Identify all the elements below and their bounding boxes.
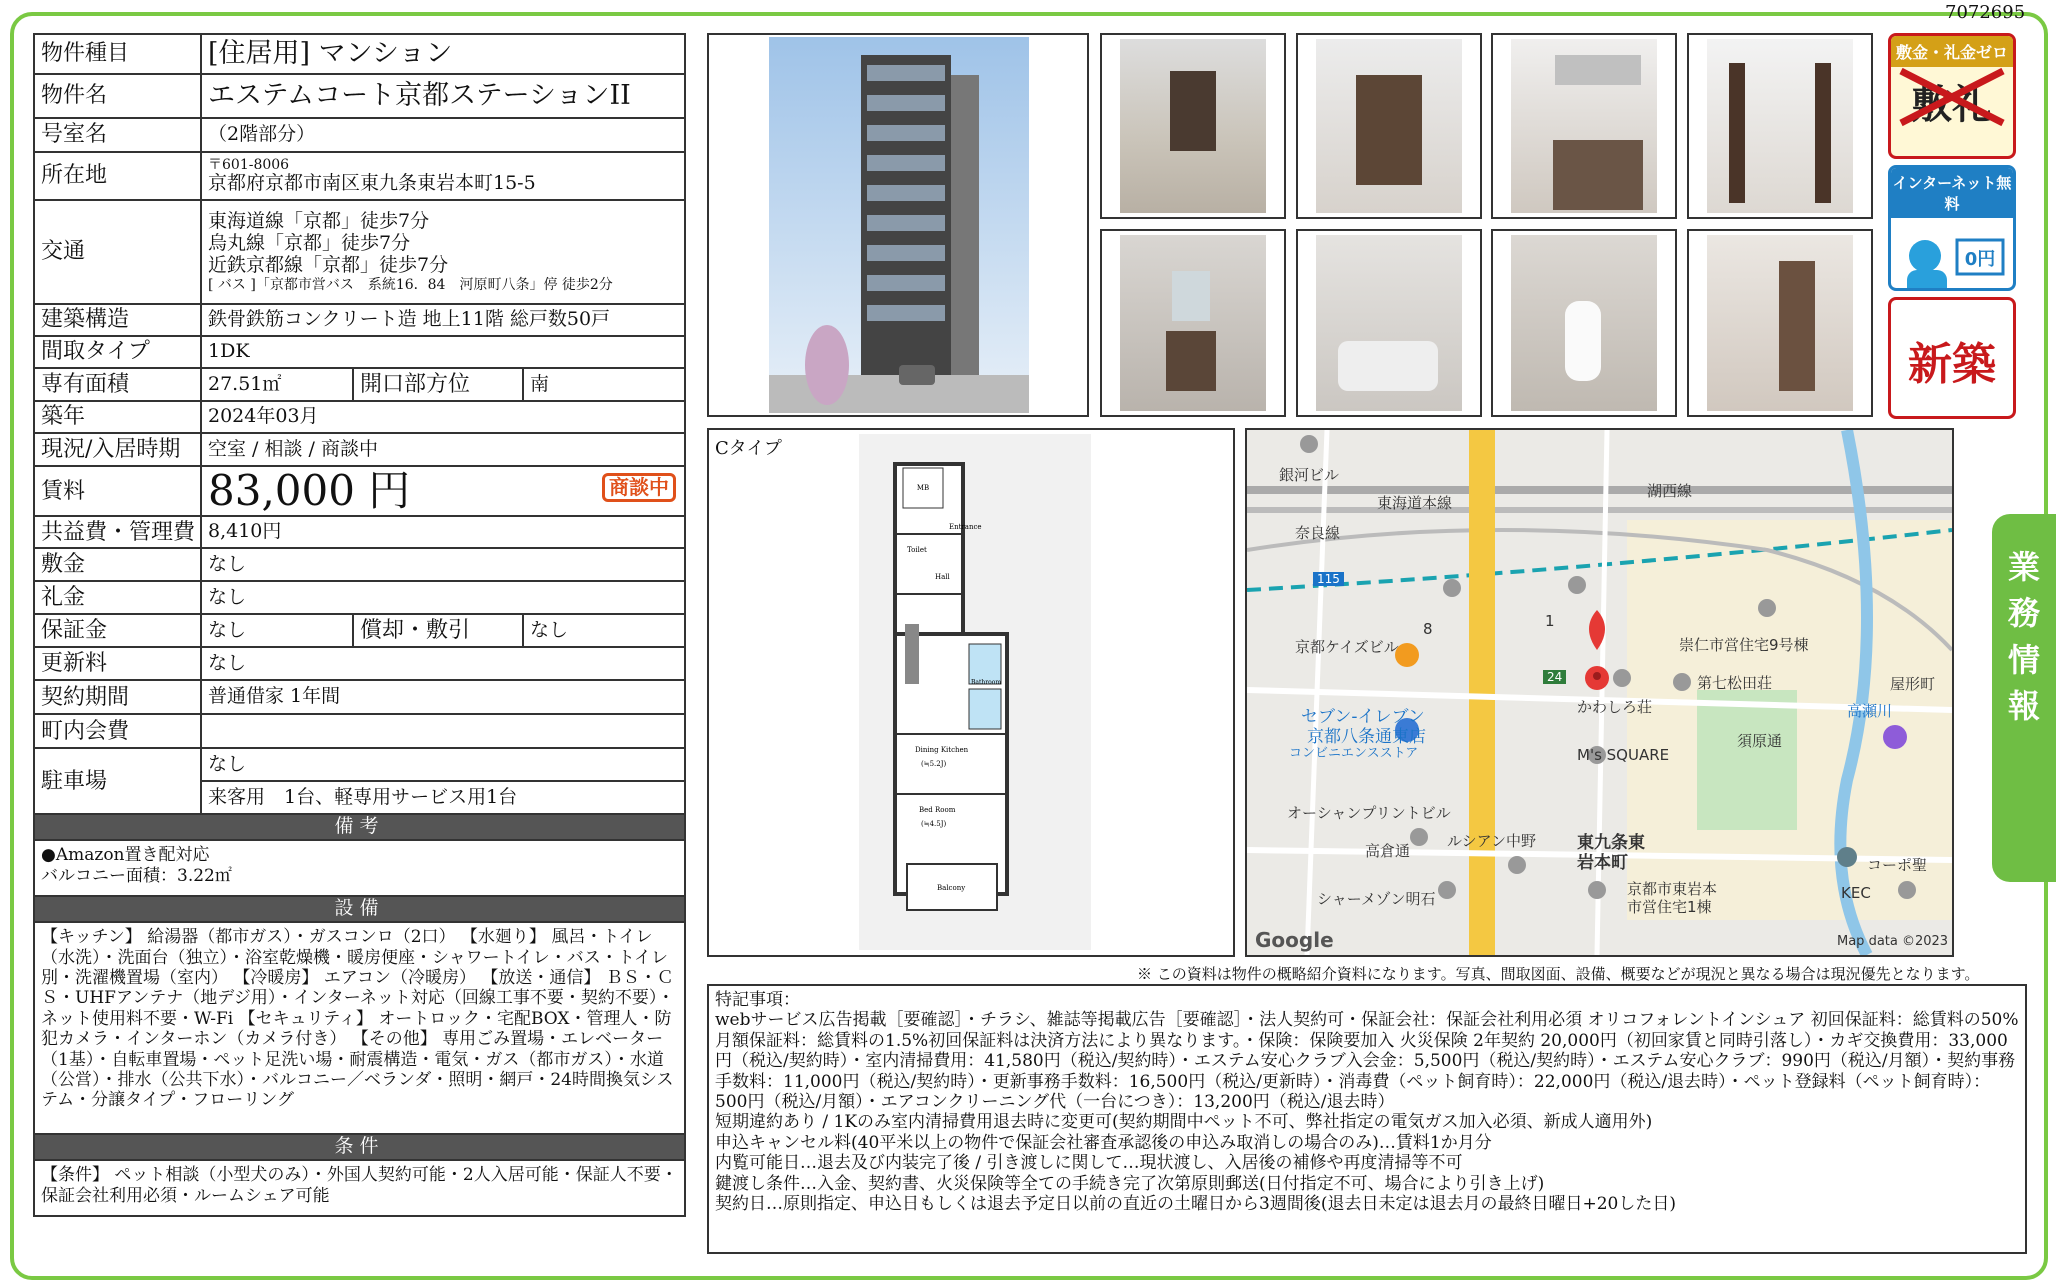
structure-label: 建築構造 <box>34 304 201 336</box>
amortization-label: 償却・敷引 <box>353 614 523 647</box>
deposit-label: 敷金 <box>34 548 201 581</box>
page-id: 7072695 <box>1945 2 2026 23</box>
notes-line-6: 契約日…原則指定、申込日もしくは退去予定日以前の直近の土曜日から3週間後(退去日未定は退去月の最終日曜日+20した日) <box>715 1193 1676 1214</box>
parking-label: 駐車場 <box>34 748 201 814</box>
room-value: （2階部分） <box>201 118 685 152</box>
floor-plan-type-label: Cタイプ <box>715 438 782 459</box>
side-tab-char-2: 務 <box>2007 594 2040 633</box>
building-illustration <box>709 35 1087 415</box>
guarantee-value: なし <box>201 614 353 647</box>
closet-door-left <box>1729 63 1745 203</box>
notes-heading: 特記事項： <box>715 990 800 1010</box>
rent-label: 賃料 <box>34 466 201 516</box>
new-construction-text: 新築 <box>1908 339 1996 390</box>
map-label-12: セブン-イレブン <box>1301 707 1425 727</box>
fp-mb: MB <box>916 484 930 492</box>
notes-line-5: 鍵渡し条件…入金、契約書、火災保険等全ての手続き完了次第原則郵送(日付指定不可、場合により引き上げ) <box>715 1173 1545 1194</box>
interior-photo-7[interactable] <box>1491 229 1677 417</box>
closet-door-shape <box>1356 75 1422 185</box>
special-notes <box>707 984 2027 1254</box>
kitchen-counter-shape <box>1553 140 1643 210</box>
map-label-20: ルシアン中野 <box>1447 832 1537 850</box>
interior-photo-8[interactable] <box>1687 229 1873 417</box>
access-line-2: 烏丸線「京都」徒歩7分 <box>208 232 411 255</box>
layout-label: 間取タイプ <box>34 336 201 368</box>
business-info-tab[interactable] <box>1992 514 2056 882</box>
map-label-23: 高倉通 <box>1365 842 1411 860</box>
rent-cell <box>201 466 685 516</box>
parking-pin <box>1883 725 1907 749</box>
toilet-shape <box>1565 301 1601 381</box>
address: 京都府京都市南区東九条東岩本町15-5 <box>208 172 536 195</box>
direction-label: 開口部方位 <box>353 368 523 401</box>
map-label-22: 岩本町 <box>1577 853 1628 873</box>
range-hood-shape <box>1555 55 1641 85</box>
map-label-11: 屋形町 <box>1890 675 1936 693</box>
map-label-14: コンビニエンスストア <box>1289 746 1419 761</box>
wardrobe-door-shape <box>1779 261 1815 391</box>
structure-value: 鉄骨鉄筋コンクリート造 地上11階 総戸数50戸 <box>201 304 685 336</box>
property-spec-table <box>33 33 686 1217</box>
map-label-15: かわしろ荘 <box>1577 698 1653 716</box>
address-label: 所在地 <box>34 152 201 200</box>
town-fee-value <box>201 714 685 748</box>
map-label-26: シャーメゾン明石 <box>1317 890 1436 908</box>
map-label-25: 市営住宅1棟 <box>1627 898 1712 916</box>
zero-deposit-badge-title: 敷金・礼金ゼロ <box>1891 36 2013 67</box>
map-label-3: 奈良線 <box>1295 524 1341 542</box>
google-logo: Google <box>1255 928 1334 952</box>
map-label-16: M's SQUARE <box>1577 746 1670 764</box>
access-cell <box>201 200 685 304</box>
direction-value: 南 <box>523 368 685 401</box>
door-shape <box>1170 71 1216 151</box>
map-label-7: 1 <box>1545 612 1555 630</box>
kec-pin <box>1837 847 1857 867</box>
remarks-header: 備考 <box>34 814 685 840</box>
interior-photo-2[interactable] <box>1296 33 1482 219</box>
map-label-9: 24 <box>1543 670 1566 684</box>
access-line-1: 東海道線「京都」徒歩7分 <box>208 210 430 233</box>
zero-deposit-badge-body <box>1891 73 2013 130</box>
map-data-credit: Map data ©2023 <box>1837 934 1949 949</box>
map-label-28: コーポ聖 <box>1867 856 1928 874</box>
parking-value-2: 来客用 1台、軽専用サービス用1台 <box>201 781 685 814</box>
interior-photo-6[interactable] <box>1296 229 1482 417</box>
property-name: エステムコート京都ステーションII <box>201 74 685 118</box>
map-label-2: 湖西線 <box>1647 482 1693 500</box>
renewal-value: なし <box>201 647 685 680</box>
fp-bathroom: Bathroom <box>971 679 1002 686</box>
fee-value: 8,410円 <box>201 516 685 548</box>
key-money-value: なし <box>201 581 685 614</box>
floor-plan-drawing <box>859 434 1091 950</box>
new-construction-badge <box>1888 297 2016 419</box>
free-internet-badge-title: インターネット無料 <box>1891 168 2013 218</box>
interior-photo-3[interactable] <box>1491 33 1677 219</box>
contract-value: 普通借家 1年間 <box>201 680 685 714</box>
fp-toilet: Toilet <box>907 546 927 554</box>
remarks-cell <box>34 840 685 896</box>
access-label: 交通 <box>34 200 201 304</box>
map-label-1: 東海道本線 <box>1377 494 1453 512</box>
deposit-value: なし <box>201 548 685 581</box>
map-label-6: 8 <box>1423 620 1433 638</box>
free-internet-price: 0円 <box>1964 249 1996 270</box>
map-label-17: 須原通 <box>1737 732 1783 750</box>
side-tab-char-1: 業 <box>2007 548 2040 586</box>
conditions-text: 【条件】 ペット相談（小型犬のみ）・外国人契約可能・2人入居可能・保証人不要・保証会社利用必須・ルームシェア可能 <box>34 1160 685 1216</box>
notes-line-2: 短期違約あり / 1Kのみ室内清掃費用退去時に変更可(契約期間中ペット不可、弊社指定の電気ガス加入必須、新成人適用外) <box>715 1112 1653 1133</box>
floor-plan[interactable] <box>707 428 1235 957</box>
fp-dk-size: (≒5.2J) <box>921 760 947 768</box>
map-label-18: 高瀬川 <box>1847 702 1893 720</box>
remark-line-2: バルコニー面積：3.22㎡ <box>41 865 232 886</box>
negotiating-badge: 商談中 <box>602 473 676 502</box>
map-label-0: 銀河ビル <box>1279 466 1340 484</box>
fee-label: 共益費・管理費 <box>34 516 201 548</box>
key-money-label: 礼金 <box>34 581 201 614</box>
built-value: 2024年03月 <box>201 401 685 433</box>
status-value: 空室 / 相談 / 商談中 <box>201 433 685 466</box>
access-line-4: [ バス ]「京都市営バス 系統16．84 河原町八条」停 徒歩2分 <box>208 276 613 293</box>
contract-label: 契約期間 <box>34 680 201 714</box>
address-cell <box>201 152 685 200</box>
notes-line-1: webサービス広告掲載［要確認］・チラシ、雑誌等掲載広告［要確認］・法人契約可・保証会社：保証会社利用必須 オリコフォレントインシュア 初回保証料：総賃料の50%月額保証料：総賃料の1.5%初回保証料は決済方法により異なります。・保険：保険要加入 火災保険 2年契約 20,000円（初回家賃と同時引落し）・カギ交換費用：33,000円（税込/契約時）・室内清掃費用：41,580円（税込/契約時）・エステム安心クラブ入会金：5,500円（税込/契約時）・エステム安心クラブ：990円（税込/月額）・契約事務手数料：11,000円（税込/契約時）・更新事務手数料：16,500円（税込/更新時）・消毒費（ペット飼育時）：22,000円（税込/退去時）・ペット登録料（ペット飼育時）：500円（税込/月額）・エアコンクリーニング代（一台につき）：13,200円（税込/退去時） <box>715 1010 2019 1112</box>
rent-value: 83,000 円 <box>208 466 411 515</box>
postal-code: 〒601-8006 <box>208 157 290 174</box>
map-label-5: 京都ケイズビル <box>1295 638 1399 656</box>
map-label-8: 崇仁市営住宅9号棟 <box>1679 636 1809 654</box>
parking-value-1: なし <box>201 748 685 781</box>
cross-out-icon <box>1897 67 2007 127</box>
conditions-header: 条件 <box>34 1134 685 1160</box>
side-tab-char-3: 情 <box>2007 640 2040 679</box>
access-line-3: 近鉄京都線「京都」徒歩7分 <box>208 253 449 276</box>
location-map[interactable] <box>1245 428 1954 957</box>
fp-bedroom: Bed Room <box>919 806 956 814</box>
equipment-text: 【キッチン】 給湯器（都市ガス）・ガスコンロ（2口） 【水廻り】 風呂・トイレ（水洗）・洗面台（独立）・浴室乾燥機・暖房便座・シャワートイレ・バス・トイレ別・洗濯機置場（室内） 【冷暖房】 エアコン（冷暖房） 【放送・通信】 ＢＳ・ＣＳ・UHFアンテナ（地デジ用）・インターネット対応（回線工事不要・契約不要）・ネット使用料不要・W-Fi 【セキュリティ】 オートロック・宅配BOX・管理人・防犯カメラ・インターホン（カメラ付き） 【その他】 専用ごみ置場・エレベーター（1基）・自転車置場・ペット足洗い場・耐震構造・電気・ガス（都市ガス）・水道（公営）・排水（公共下水）・バルコニー／ベランダ・照明・網戸・24時間換気システム・分譲タイプ・フローリング <box>34 922 685 1134</box>
area-label: 専有面積 <box>34 368 201 401</box>
fp-entrance: Entrance <box>949 523 982 531</box>
layout-value: 1DK <box>201 336 685 368</box>
interior-photo-4[interactable] <box>1687 33 1873 219</box>
fp-bedroom-size: (≒4.5J) <box>921 820 947 828</box>
type-value: [住居用] マンション <box>201 34 685 74</box>
map-label-19: オーシャンプリントビル <box>1287 804 1451 822</box>
map-label-4: 115 <box>1313 572 1344 586</box>
area-value: 27.51㎡ <box>201 368 353 401</box>
bathtub-shape <box>1338 341 1438 391</box>
vanity-shape <box>1166 331 1216 391</box>
map-label-27: KEC <box>1841 884 1871 902</box>
notes-line-3: 申込キャンセル料(40平米以上の物件で保証会社審査承認後の申込み取消しの場合のみ)…賃料1か月分 <box>715 1132 1492 1153</box>
map-label-21: 東九条東 <box>1577 833 1645 853</box>
free-internet-badge <box>1888 165 2016 291</box>
equipment-header: 設備 <box>34 896 685 922</box>
name-label: 物件名 <box>34 74 201 118</box>
interior-photo-1[interactable] <box>1100 33 1286 219</box>
closet-door-right <box>1815 63 1831 203</box>
remark-line-1: ●Amazon置き配対応 <box>41 845 210 866</box>
town-fee-label: 町内会費 <box>34 714 201 748</box>
deposit-key-money-text: 敷礼 <box>1912 82 1992 128</box>
amortization-value: なし <box>523 614 685 647</box>
room-label: 号室名 <box>34 118 201 152</box>
renewal-label: 更新料 <box>34 647 201 680</box>
internet-user-icon <box>1891 218 2013 291</box>
interior-photo-5[interactable] <box>1100 229 1286 417</box>
side-tab-char-4: 報 <box>2007 687 2040 726</box>
built-label: 築年 <box>34 401 201 433</box>
building-exterior-photo[interactable] <box>707 33 1089 417</box>
guarantee-label: 保証金 <box>34 614 201 647</box>
fp-dining-kitchen: Dining Kitchen <box>915 746 969 754</box>
map-label-24: 京都市東岩本 <box>1627 880 1718 898</box>
status-label: 現況/入居時期 <box>34 433 201 466</box>
map-base <box>1247 430 1952 955</box>
fp-hall: Hall <box>935 573 950 581</box>
fp-balcony: Balcony <box>937 884 966 892</box>
map-label-13: 京都八条通東店 <box>1307 727 1426 747</box>
notes-line-4: 内覧可能日…退去及び内装完了後 / 引き渡しに関して…現状渡し、入居後の補修や再度清掃等不可 <box>715 1153 1463 1174</box>
disclaimer: ※ この資料は物件の概略紹介資料になります。写真、間取図面、設備、概要などが現況と異なる場合は現況優先となります。 <box>1137 965 1980 983</box>
mirror-shape <box>1172 271 1210 321</box>
zero-deposit-badge <box>1888 33 2016 159</box>
type-label: 物件種目 <box>34 34 201 74</box>
map-label-10: 第七松田荘 <box>1697 674 1773 692</box>
